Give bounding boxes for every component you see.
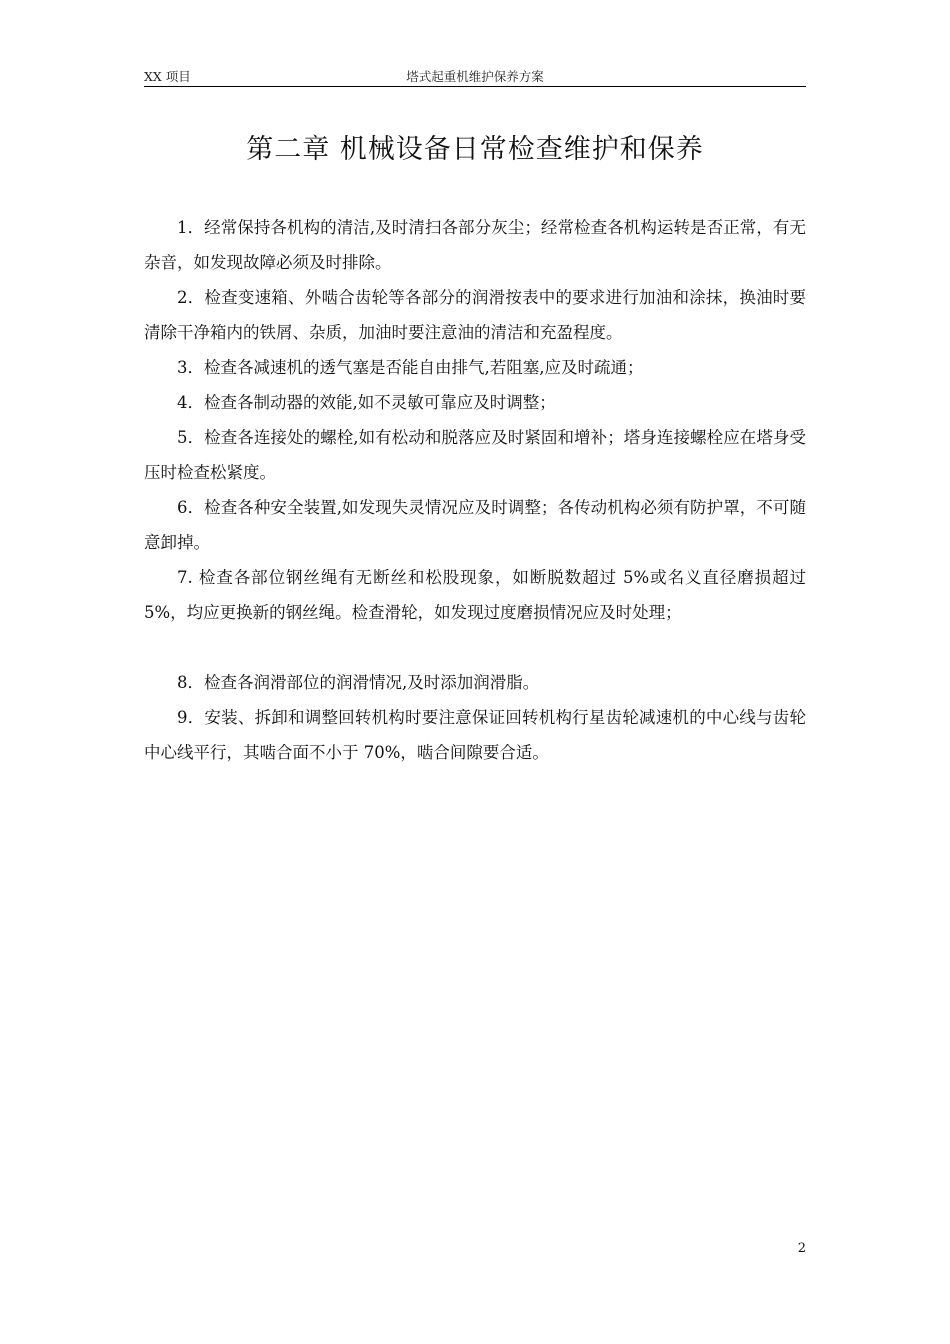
page-header bbox=[144, 68, 806, 86]
list-item: 2．检查变速箱、外啮合齿轮等各部分的润滑按表中的要求进行加油和涂抹，换油时要清除干净箱内的铁屑、杂质，加油时要注意油的清洁和充盈程度。 bbox=[144, 288, 806, 342]
header-document-title: 塔式起重机维护保养方案 bbox=[406, 69, 544, 84]
list-item: 7. 检查各部位钢丝绳有无断丝和松股现象，如断脱数超过 5%或名义直径磨损超过 5%，均应更换新的钢丝绳。检查滑轮，如发现过度磨损情况应及时处理； bbox=[144, 568, 806, 622]
list-item: 1．经常保持各机构的清洁,及时清扫各部分灰尘；经常检查各机构运转是否正常，有无杂音，如发现故障必须及时排除。 bbox=[144, 218, 806, 272]
list-item: 9．安装、拆卸和调整回转机构时要注意保证回转机构行星齿轮减速机的中心线与齿轮中心线平行，其啮合面不小于 70%，啮合间隙要合适。 bbox=[144, 708, 806, 762]
list-item: 8．检查各润滑部位的润滑情况,及时添加润滑脂。 bbox=[177, 673, 540, 692]
header-project-name: XX 项目 bbox=[144, 69, 191, 84]
list-item: 4．检查各制动器的效能,如不灵敏可靠应及时调整； bbox=[177, 393, 556, 412]
page-number: 2 bbox=[797, 1241, 806, 1256]
list-item: 3．检查各减速机的透气塞是否能自由排气,若阻塞,应及时疏通； bbox=[177, 358, 644, 377]
header-divider bbox=[144, 86, 806, 87]
document-body bbox=[144, 210, 806, 770]
list-item: 5．检查各连接处的螺栓,如有松动和脱落应及时紧固和增补；塔身连接螺栓应在塔身受压时检查松紧度。 bbox=[144, 428, 806, 482]
list-item: 6．检查各种安全装置,如发现失灵情况应及时调整；各传动机构必须有防护罩，不可随意卸掉。 bbox=[144, 498, 806, 552]
chapter-title: 第二章 机械设备日常检查维护和保养 bbox=[246, 134, 704, 165]
